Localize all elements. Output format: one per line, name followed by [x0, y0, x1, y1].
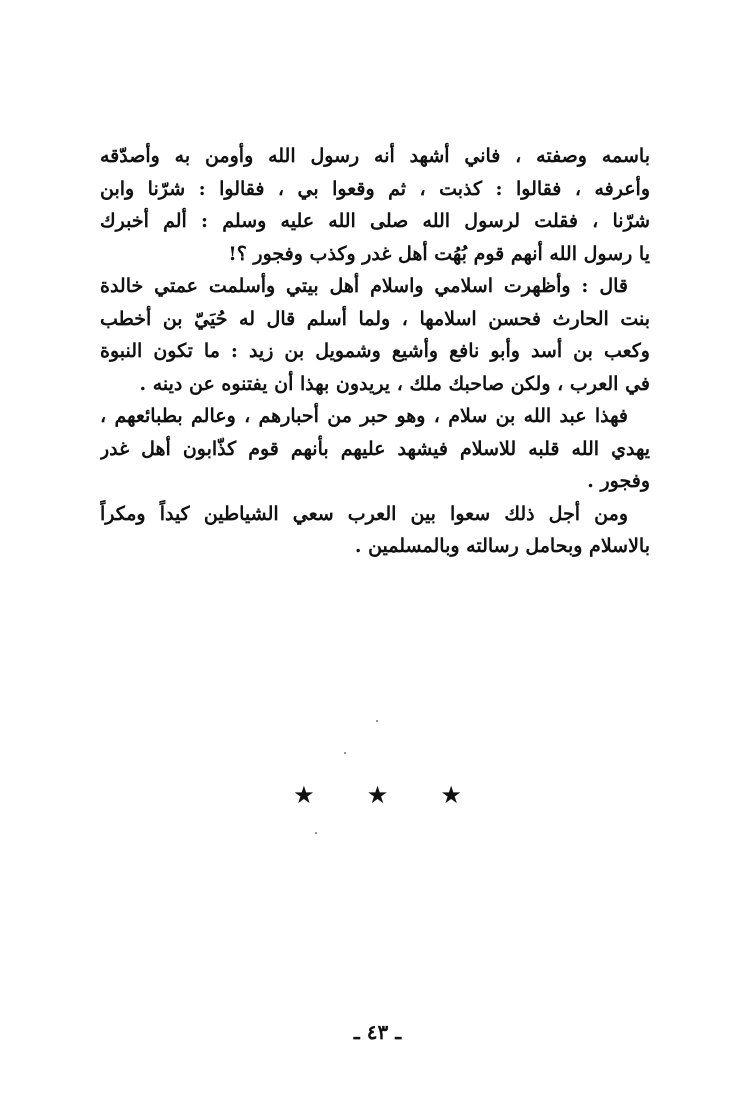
text-line: يا رسول الله أنهم قوم بُهُت أهل غدر وكذب وفجور ؟! — [228, 242, 650, 265]
text-line: يهدي الله قلبه للاسلام فيشهد عليهم بأنهم قوم كذّابون أهل غدر — [100, 437, 650, 460]
text-line: في العرب ، ولكن صاحبك ملك ، يريدون بهذا أن يفتنوه عن دينه . — [139, 372, 650, 395]
star-icon: ★ — [293, 781, 315, 809]
text-line: وأعرفه ، فقالوا : كذبت ، ثم وقعوا بي ، فقالوا : شرّنا وابن — [100, 177, 650, 200]
text-line: ومن أجل ذلك سعوا بين العرب سعي الشياطين كيداً ومكراً — [100, 502, 628, 525]
text-line: فهذا عبد الله بن سلام ، وهو حبر من أحبارهم ، وعالم بطبائعهم ، — [100, 405, 628, 427]
scan-speck — [315, 832, 317, 834]
text-line: باسمه وصفته ، فاني أشهد أنه رسول الله وأومن به وأصدّقه — [100, 145, 650, 167]
section-divider-stars — [0, 780, 755, 810]
body-text — [100, 140, 650, 563]
star-icon: ★ — [440, 781, 462, 809]
scan-speck — [376, 720, 378, 722]
page-number: ـ ٤٣ ـ — [353, 1020, 402, 1044]
text-line: بنت الحارث فحسن اسلامها ، ولما أسلم قال له حُيَيّ بن أخطب — [100, 307, 650, 330]
text-line: شرّنا ، فقلت لرسول الله صلى الله عليه وسلم : ألم أخبرك — [100, 210, 650, 232]
text-line: وكعب بن أسد وأبو نافع وأشيع وشمويل بن زيد : ما تكون النبوة — [100, 340, 650, 362]
text-line: وفجور . — [587, 470, 650, 492]
scan-speck — [344, 752, 346, 754]
star-icon: ★ — [366, 781, 389, 809]
text-line: قال : وأظهرت اسلامي واسلام أهل بيتي وأسلمت عمتي خالدة — [100, 275, 628, 297]
text-line: بالاسلام وبحامل رسالته وبالمسلمين . — [354, 535, 650, 557]
